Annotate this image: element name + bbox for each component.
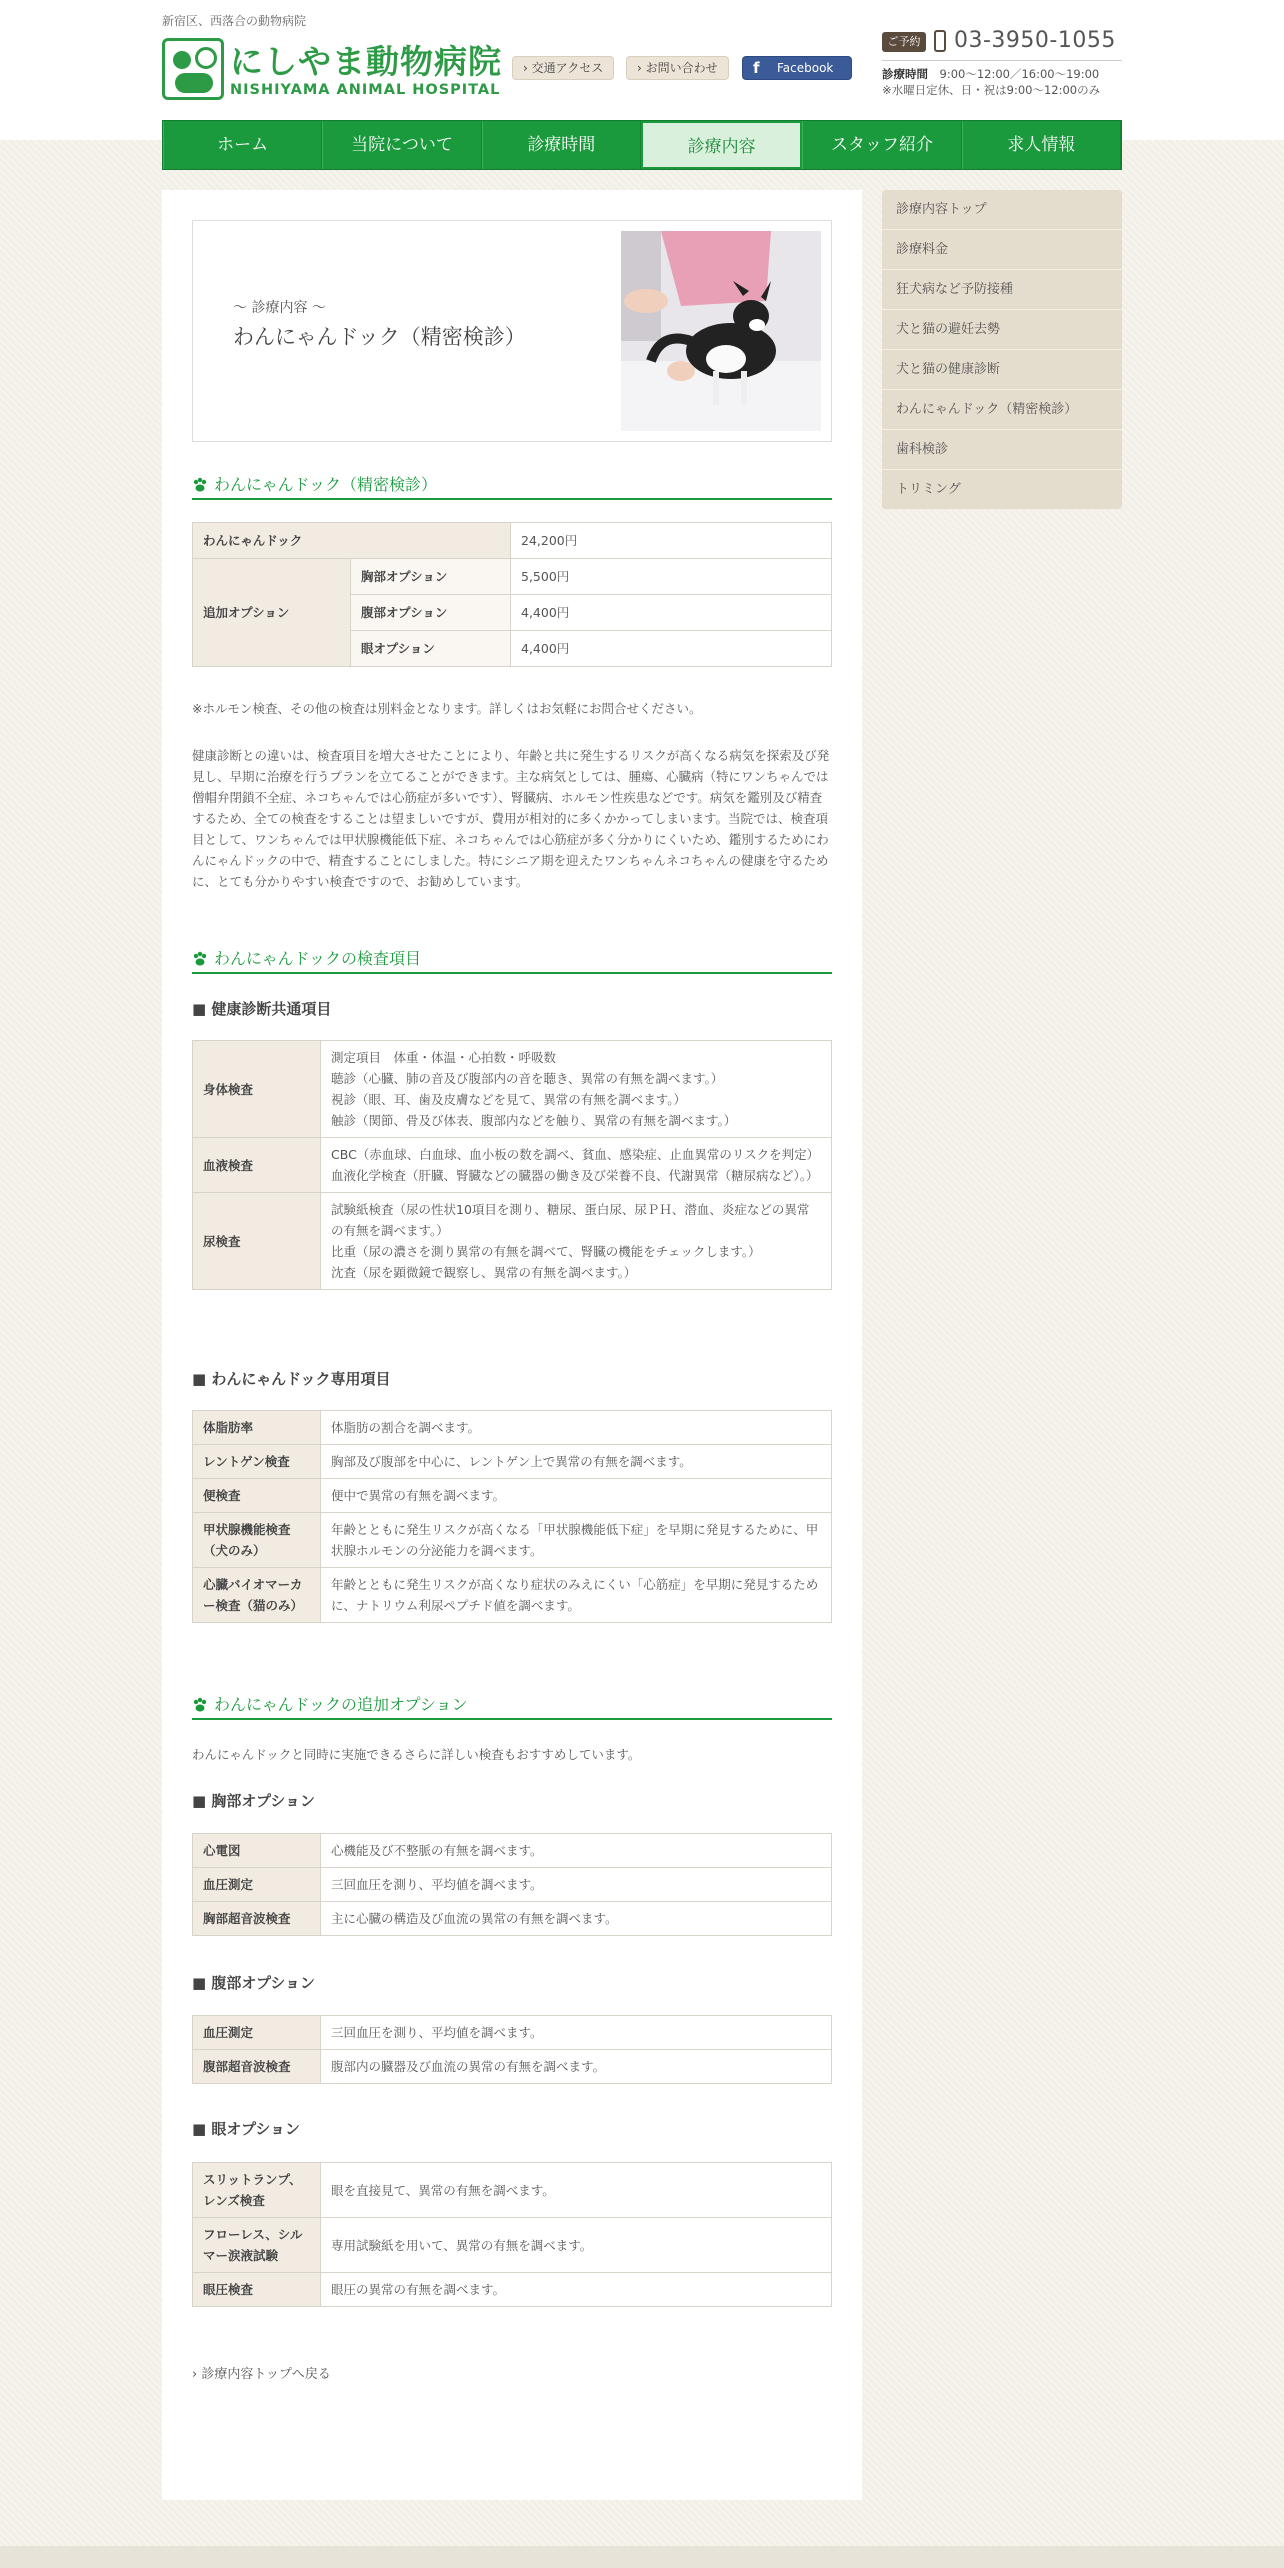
divider — [882, 60, 1122, 61]
reservation-badge: ご予約 — [882, 32, 926, 52]
nav-staff[interactable]: スタッフ紹介 — [802, 121, 961, 169]
item-name: 甲状腺機能検査（犬のみ） — [193, 1513, 321, 1568]
dock-items-heading: ■ わんにゃんドック専用項目 — [192, 1370, 391, 1388]
global-nav — [162, 120, 1122, 170]
item-desc: 三回血圧を測り、平均値を調べます。 — [321, 2016, 832, 2050]
arrow-right-icon: › — [192, 2367, 198, 2382]
options-intro: わんにゃんドックと同時に実施できるさらに詳しい検査もおすすめしています。 — [192, 1747, 641, 1762]
item-desc: 腹部内の臓器及び血流の異常の有無を調べます。 — [321, 2050, 832, 2084]
eye-heading: ■ 眼オプション — [192, 2120, 301, 2138]
hours-label: 診療時間 — [882, 67, 928, 81]
price-table — [192, 522, 832, 667]
table-row — [193, 1834, 832, 1868]
section-heading-text: わんにゃんドックの検査項目 — [214, 949, 422, 968]
item-name: レントゲン検査 — [193, 1445, 321, 1479]
item-name: 血圧測定 — [193, 1868, 321, 1902]
table-row — [193, 1041, 832, 1138]
section-heading-dock — [192, 474, 832, 500]
table-row — [193, 1445, 832, 1479]
abdomen-heading: ■ 腹部オプション — [192, 1974, 316, 1992]
dock-description: 健康診断との違いは、検査項目を増大させたことにより、年齢と共に発生するリスクが高くなる病気を探索及び発見し、早期に治療を行うプランを立てることができます。主な病気としては、腫瘍、心臓病（特にワンちゃんでは僧帽弁閉鎖不全症、ネコちゃんでは心筋症が多いです）、腎臓病、ホルモン性疾患などです。病気を鑑別及び精査するため、全ての検査をすることは望ましいですが、費用が相対的に多くかかってしまいます。当院では、検査項目として、ワンちゃんでは甲状腺機能低下症、ネコちゃんでは心筋症が多く分かりにくいため、鑑別するためにわんにゃんドックの中で、精査することにしました。特にシニア期を迎えたワンちゃんネコちゃんの健康を守るために、とても分かりやすい検査ですので、お勧めしています。 — [192, 748, 830, 889]
table-row — [193, 1411, 832, 1445]
sidebar-item-top[interactable]: 診療内容トップ — [882, 190, 1122, 230]
item-desc: 三回血圧を測り、平均値を調べます。 — [321, 1868, 832, 1902]
item-desc: 専用試験紙を用いて、異常の有無を調べます。 — [321, 2218, 832, 2273]
paw-icon — [192, 477, 208, 493]
item-name: スリットランプ、レンズ検査 — [193, 2163, 321, 2218]
access-button[interactable]: › 交通アクセス — [512, 56, 614, 80]
price-main-value: 24,200円 — [511, 523, 832, 559]
hours — [882, 66, 1099, 82]
item-line: 触診（関節、骨及び体表、腹部内などを触り、異常の有無を調べます。） — [331, 1113, 737, 1128]
item-line: 試験紙検査（尿の性状10項目を測り、糖尿、蛋白尿、尿ＰＨ、潜血、炎症などの異常の有無を調べます。） — [331, 1202, 810, 1238]
table-row — [193, 1138, 832, 1193]
table-row — [193, 559, 832, 595]
hero-subtitle: 〜 診療内容 〜 — [233, 300, 326, 316]
nav-recruit[interactable]: 求人情報 — [962, 121, 1121, 169]
dog-photo — [621, 231, 821, 431]
item-desc: 年齢とともに発生リスクが高くなり症状のみえにくい「心筋症」を早期に発見するために、ナトリウム利尿ペプチド値を調べます。 — [321, 1568, 832, 1623]
section-heading-options — [192, 1694, 832, 1720]
table-row — [193, 2163, 832, 2218]
item-line: 比重（尿の濃さを測り異常の有無を調べて、腎臓の機能をチェックします。） — [331, 1244, 761, 1259]
item-desc — [321, 1193, 832, 1290]
item-name: フローレス、シルマー涙液試験 — [193, 2218, 321, 2273]
item-desc: 体脂肪の割合を調べます。 — [321, 1411, 832, 1445]
facebook-label: Facebook — [777, 61, 834, 75]
item-desc: 年齢とともに発生リスクが高くなる「甲状腺機能低下症」を早期に発見するために、甲状腺ホルモンの分泌能力を調べます。 — [321, 1513, 832, 1568]
item-desc: 胸部及び腹部を中心に、レントゲン上で異常の有無を調べます。 — [321, 1445, 832, 1479]
tagline: 新宿区、西落合の動物病院 — [162, 14, 307, 28]
table-row — [193, 2016, 832, 2050]
sidebar — [882, 190, 1122, 510]
common-items-table — [192, 1040, 832, 1290]
sidebar-item-vaccination[interactable]: 狂犬病など予防接種 — [882, 270, 1122, 310]
table-row — [193, 1513, 832, 1568]
sidebar-item-dock[interactable]: わんにゃんドック（精密検診） — [882, 390, 1122, 430]
back-link-label: 診療内容トップへ戻る — [201, 2367, 331, 2382]
section-heading-text: わんにゃんドックの追加オプション — [214, 1695, 468, 1714]
item-name: 血液検査 — [193, 1138, 321, 1193]
item-name: 体脂肪率 — [193, 1411, 321, 1445]
table-row — [193, 2218, 832, 2273]
table-row — [193, 523, 832, 559]
item-line: CBC（赤血球、白血球、血小板の数を調べ、貧血、感染症、止血異常のリスクを判定） — [331, 1147, 820, 1162]
page-title: わんにゃんドック（精密検診） — [233, 325, 526, 349]
item-name: 眼圧検査 — [193, 2273, 321, 2307]
item-name: 心臓バイオマーカー検査（猫のみ） — [193, 1568, 321, 1623]
item-line: 視診（眼、耳、歯及皮膚などを見て、異常の有無を調べます。） — [331, 1092, 687, 1107]
table-row — [193, 1568, 832, 1623]
table-row — [193, 1193, 832, 1290]
phone-number[interactable]: 03-3950-1055 — [954, 28, 1116, 53]
item-name: 血圧測定 — [193, 2016, 321, 2050]
section-heading-text: わんにゃんドック（精密検診） — [214, 475, 438, 494]
facebook-button[interactable] — [742, 56, 852, 80]
nav-services[interactable]: 診療内容 — [641, 121, 802, 169]
item-line: 測定項目 体重・体温・心拍数・呼吸数 — [331, 1050, 557, 1065]
item-name: 尿検査 — [193, 1193, 321, 1290]
main-content — [162, 190, 862, 2500]
contact-button[interactable]: › お問い合わせ — [626, 56, 729, 80]
logo-text-jp: にしやま動物病院 — [230, 42, 502, 81]
price-note: ※ホルモン検査、その他の検査は別料金となります。詳しくはお気軽にお問合せください。 — [192, 701, 702, 716]
nav-home[interactable]: ホーム — [163, 121, 322, 169]
back-to-top-link[interactable] — [192, 2363, 331, 2382]
footer-strip — [0, 2546, 1284, 2568]
item-line: 聴診（心臓、肺の音及び腹部内の音を聴き、異常の有無を調べます。） — [331, 1071, 724, 1086]
hero-box — [192, 220, 832, 442]
option-price: 4,400円 — [511, 631, 832, 667]
table-row — [193, 1902, 832, 1936]
sidebar-item-trimming[interactable]: トリミング — [882, 470, 1122, 510]
abdomen-table — [192, 2015, 832, 2084]
table-row — [193, 2273, 832, 2307]
paw-icon — [192, 951, 208, 967]
option-price: 4,400円 — [511, 595, 832, 631]
price-main-label: わんにゃんドック — [193, 523, 511, 559]
logo[interactable] — [162, 38, 502, 102]
item-desc: 便中で異常の有無を調べます。 — [321, 1479, 832, 1513]
item-name: 心電図 — [193, 1834, 321, 1868]
facebook-icon: f — [753, 59, 760, 77]
eye-table — [192, 2162, 832, 2307]
phone-icon — [934, 30, 946, 52]
nav-hours[interactable]: 診療時間 — [482, 121, 641, 169]
item-name: 胸部超音波検査 — [193, 1902, 321, 1936]
chest-heading: ■ 胸部オプション — [192, 1792, 316, 1810]
dock-items-table — [192, 1410, 832, 1623]
item-line: 血液化学検査（肝臓、腎臓などの臓器の働き及び栄養不良、代謝異常（糖尿病など）。） — [331, 1168, 819, 1183]
logo-mark-icon — [162, 38, 224, 100]
paw-icon — [192, 1697, 208, 1713]
table-row — [193, 2050, 832, 2084]
item-desc — [321, 1138, 832, 1193]
table-row — [193, 1479, 832, 1513]
table-row — [193, 1868, 832, 1902]
option-label: 追加オプション — [193, 559, 351, 667]
item-desc — [321, 1041, 832, 1138]
sidebar-item-health-check[interactable]: 犬と猫の健康診断 — [882, 350, 1122, 390]
item-name: 便検査 — [193, 1479, 321, 1513]
item-desc: 心機能及び不整脈の有無を調べます。 — [321, 1834, 832, 1868]
option-name: 眼オプション — [351, 631, 511, 667]
logo-text-en: NISHIYAMA ANIMAL HOSPITAL — [230, 82, 501, 98]
nav-about[interactable]: 当院について — [322, 121, 481, 169]
section-heading-items — [192, 948, 832, 974]
common-items-heading: ■ 健康診断共通項目 — [192, 1000, 332, 1018]
option-name: 腹部オプション — [351, 595, 511, 631]
option-name: 胸部オプション — [351, 559, 511, 595]
sidebar-item-dental[interactable]: 歯科検診 — [882, 430, 1122, 470]
item-name: 身体検査 — [193, 1041, 321, 1138]
closed-note: ※水曜日定休、日・祝は9:00〜12:00のみ — [882, 83, 1101, 97]
option-price: 5,500円 — [511, 559, 832, 595]
item-desc: 眼圧の異常の有無を調べます。 — [321, 2273, 832, 2307]
sidebar-item-fees[interactable]: 診療料金 — [882, 230, 1122, 270]
item-line: 沈査（尿を顕微鏡で観察し、異常の有無を調べます。） — [331, 1265, 637, 1280]
item-name: 腹部超音波検査 — [193, 2050, 321, 2084]
item-desc: 主に心臓の構造及び血流の異常の有無を調べます。 — [321, 1902, 832, 1936]
item-desc: 眼を直接見て、異常の有無を調べます。 — [321, 2163, 832, 2218]
chest-table — [192, 1833, 832, 1936]
sidebar-item-spay-neuter[interactable]: 犬と猫の避妊去勢 — [882, 310, 1122, 350]
hours-value: 9:00〜12:00／16:00〜19:00 — [939, 67, 1100, 81]
